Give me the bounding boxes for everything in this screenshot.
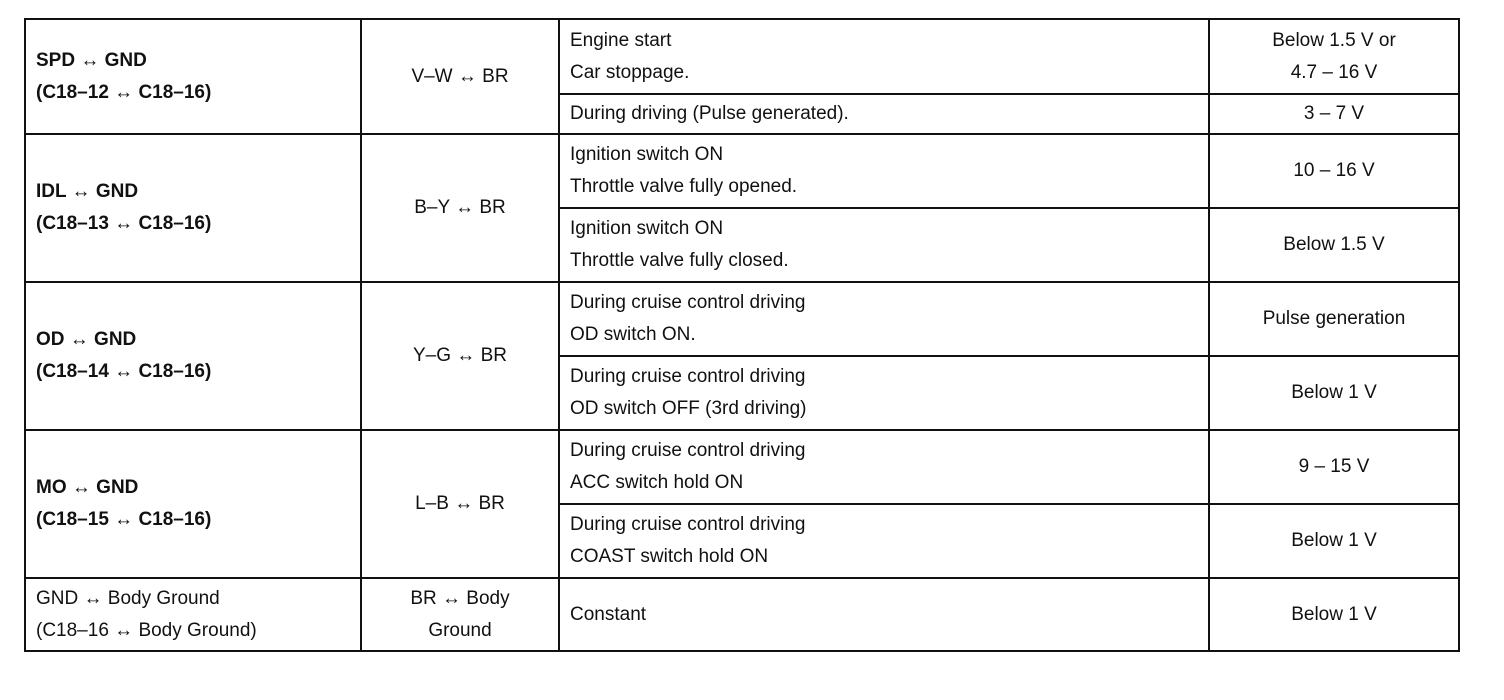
table-row	[25, 578, 1459, 651]
wire-color: L–B ↔ BR	[415, 493, 505, 514]
condition-cell	[559, 19, 1209, 94]
table-row	[25, 134, 1459, 208]
wire-color: Ground	[428, 619, 492, 641]
wire-color: Y–G ↔ BR	[413, 345, 507, 366]
condition-line: OD switch ON.	[570, 324, 696, 345]
condition-cell	[559, 282, 1209, 356]
condition-cell	[559, 430, 1209, 504]
table-row	[25, 19, 1459, 94]
wire-color-cell	[361, 282, 559, 430]
condition-cell	[559, 208, 1209, 282]
std-value: Pulse generation	[1262, 308, 1406, 329]
terminal-pins: (C18–14 ↔ C18–16)	[36, 361, 212, 382]
wire-color-cell	[361, 578, 559, 651]
std-value: Below 1.5 V or	[1272, 29, 1396, 51]
terminal-pins: (C18–13 ↔ C18–16)	[36, 213, 212, 234]
condition-line: During cruise control driving	[570, 514, 806, 535]
wire-color: BR ↔ Body	[410, 587, 510, 609]
condition-line: Throttle valve fully closed.	[570, 250, 789, 271]
condition-line: Constant	[570, 603, 647, 625]
std-value-cell	[1209, 578, 1459, 651]
std-value: Below 1.5 V	[1283, 234, 1385, 255]
wire-color-cell	[361, 430, 559, 578]
condition-line: Car stoppage.	[570, 61, 690, 83]
terminal-voltage-table	[24, 18, 1460, 652]
terminal-pair: OD ↔ GND	[36, 329, 137, 350]
std-value: Below 1 V	[1291, 530, 1377, 551]
terminal-pair: MO ↔ GND	[36, 477, 139, 498]
std-value-cell	[1209, 94, 1459, 134]
terminal-cell	[25, 430, 361, 578]
terminal-cell	[25, 282, 361, 430]
condition-cell	[559, 578, 1209, 651]
terminal-pair: SPD ↔ GND	[36, 49, 147, 71]
condition-line: ACC switch hold ON	[570, 472, 744, 493]
std-value: 4.7 – 16 V	[1290, 61, 1378, 83]
terminal-pins: (C18–12 ↔ C18–16)	[36, 81, 212, 103]
std-value: 3 – 7 V	[1303, 103, 1365, 124]
condition-line: Ignition switch ON	[570, 218, 724, 239]
condition-cell	[559, 94, 1209, 134]
condition-line: Ignition switch ON	[570, 144, 724, 165]
condition-cell	[559, 356, 1209, 430]
condition-cell	[559, 504, 1209, 578]
wire-color: B–Y ↔ BR	[414, 197, 506, 218]
wire-color: V–W ↔ BR	[411, 65, 509, 87]
terminal-pins: (C18–16 ↔ Body Ground)	[36, 619, 257, 641]
std-value: 9 – 15 V	[1298, 456, 1370, 477]
std-value-cell	[1209, 19, 1459, 94]
condition-line: During driving (Pulse generated).	[570, 103, 849, 124]
std-value-cell	[1209, 430, 1459, 504]
std-value-cell	[1209, 208, 1459, 282]
std-value-cell	[1209, 356, 1459, 430]
std-value-cell	[1209, 134, 1459, 208]
terminal-cell	[25, 578, 361, 651]
table-row	[25, 282, 1459, 356]
std-value-cell	[1209, 282, 1459, 356]
table-row	[25, 430, 1459, 504]
condition-line: OD switch OFF (3rd driving)	[570, 398, 807, 419]
std-value: Below 1 V	[1291, 603, 1377, 625]
wire-color-cell	[361, 19, 559, 134]
terminal-cell	[25, 19, 361, 134]
terminal-pins: (C18–15 ↔ C18–16)	[36, 509, 212, 530]
condition-line: Engine start	[570, 29, 672, 51]
condition-cell	[559, 134, 1209, 208]
std-value-cell	[1209, 504, 1459, 578]
condition-line: During cruise control driving	[570, 366, 806, 387]
wire-color-cell	[361, 134, 559, 282]
std-value: 10 – 16 V	[1293, 160, 1375, 181]
terminal-pair: GND ↔ Body Ground	[36, 587, 220, 609]
terminal-pair: IDL ↔ GND	[36, 181, 139, 202]
condition-line: COAST switch hold ON	[570, 546, 769, 567]
condition-line: During cruise control driving	[570, 440, 806, 461]
std-value: Below 1 V	[1291, 382, 1377, 403]
terminal-cell	[25, 134, 361, 282]
condition-line: Throttle valve fully opened.	[570, 176, 798, 197]
condition-line: During cruise control driving	[570, 292, 806, 313]
